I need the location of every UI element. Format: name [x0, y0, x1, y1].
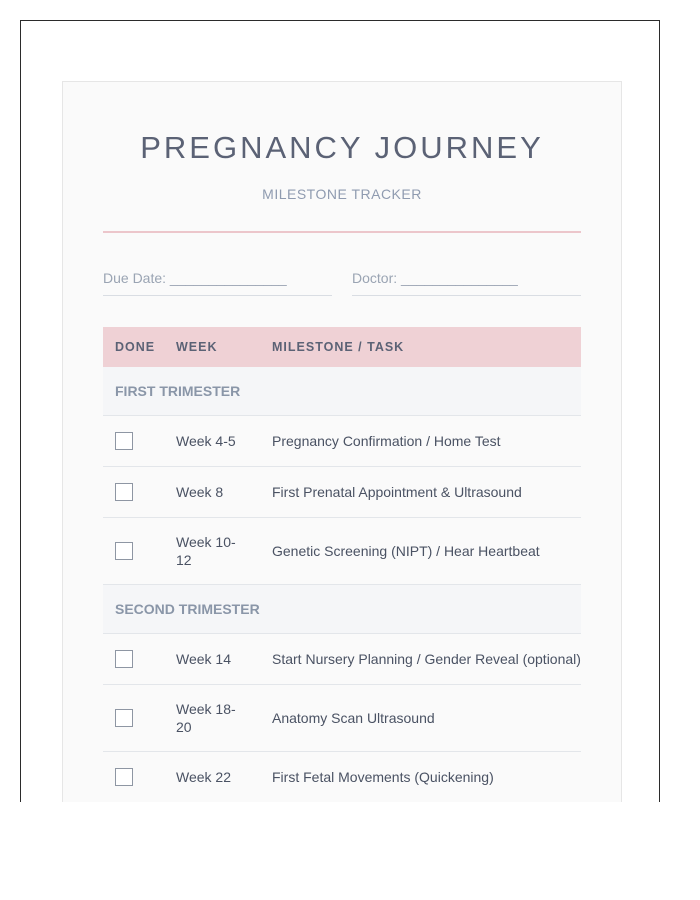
- section-first-trimester: FIRST TRIMESTER: [103, 367, 581, 416]
- week-cell: Week 18-20: [176, 701, 236, 735]
- done-checkbox[interactable]: [115, 650, 133, 668]
- table-row: [103, 685, 581, 752]
- done-checkbox[interactable]: [115, 768, 133, 786]
- section-second-trimester: SECOND TRIMESTER: [103, 585, 581, 634]
- column-header-task: MILESTONE / TASK: [272, 340, 405, 354]
- done-checkbox[interactable]: [115, 542, 133, 560]
- table-header: [103, 327, 581, 367]
- milestone-table: [103, 327, 581, 802]
- task-cell: Start Nursery Planning / Gender Reveal (optional): [272, 651, 581, 667]
- page-frame: [20, 20, 660, 802]
- due-date-field[interactable]: Due Date: _______________: [103, 270, 332, 296]
- done-checkbox[interactable]: [115, 432, 133, 450]
- column-header-week: WEEK: [176, 340, 218, 354]
- week-cell: Week 4-5: [176, 433, 236, 449]
- task-cell: Pregnancy Confirmation / Home Test: [272, 433, 501, 449]
- task-cell: Genetic Screening (NIPT) / Hear Heartbeat: [272, 543, 540, 559]
- table-row: [103, 416, 581, 467]
- header-divider: [103, 231, 581, 233]
- page-title: PREGNANCY JOURNEY: [140, 130, 544, 165]
- column-header-done: DONE: [115, 340, 156, 354]
- task-cell: Anatomy Scan Ultrasound: [272, 710, 435, 726]
- week-cell: Week 8: [176, 484, 224, 500]
- task-cell: First Prenatal Appointment & Ultrasound: [272, 484, 522, 500]
- table-row: [103, 634, 581, 685]
- done-checkbox[interactable]: [115, 709, 133, 727]
- table-row: [103, 467, 581, 518]
- task-cell: First Fetal Movements (Quickening): [272, 769, 494, 785]
- week-cell: Week 10-12: [176, 534, 236, 568]
- week-cell: Week 14: [176, 651, 231, 667]
- page-subtitle: MILESTONE TRACKER: [262, 186, 422, 202]
- doctor-field[interactable]: Doctor: _______________: [352, 270, 581, 296]
- tracker-card: [62, 81, 622, 802]
- table-row: [103, 518, 581, 585]
- week-cell: Week 22: [176, 769, 231, 785]
- done-checkbox[interactable]: [115, 483, 133, 501]
- table-row: [103, 752, 581, 802]
